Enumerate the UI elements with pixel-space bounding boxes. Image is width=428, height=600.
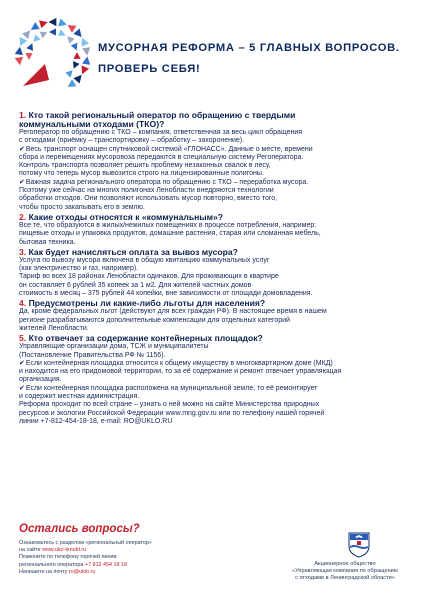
answer-5-line: и находится на его придомовой территории, то за её содержание и ремонт отвечает управляющая xyxy=(19,368,342,376)
question-5 xyxy=(19,334,417,343)
organization-name xyxy=(270,561,420,582)
logo-triangle xyxy=(71,43,80,52)
logo-triangle xyxy=(70,61,79,70)
coat-of-arms-icon xyxy=(348,532,370,558)
logo-triangle xyxy=(73,52,80,59)
logo-triangle xyxy=(78,36,89,47)
answer-1-line: с отходами (приёмку – транспортировку – обработку – захоронение). xyxy=(19,137,245,145)
answer-2-line: Все те, что образуются в жилых/нежилых помещениях в процессе потребления, например: xyxy=(19,221,317,229)
answer-5-line: организация. xyxy=(19,376,62,384)
question-1-text-line-1: Кто такой региональный оператор по обращению с твердыми xyxy=(28,110,296,120)
logo-triangle xyxy=(73,72,84,83)
logo-triangle xyxy=(58,29,67,38)
title-line-2: ПРОВЕРЬ СЕБЯ! xyxy=(98,63,201,75)
logo-triangle xyxy=(15,57,24,66)
question-4 xyxy=(19,299,417,308)
email-link[interactable]: ro@uklo.ru xyxy=(68,568,96,575)
question-1 xyxy=(19,111,417,129)
footer-line: Напишите на почту ro@uklo.ru xyxy=(19,568,96,575)
checkmark-icon: ✔ xyxy=(19,384,25,392)
footer-line: Позвоните по телефону горячей линии xyxy=(19,554,117,561)
answer-5-line: Реформа проходит по всей стране – узнать о ней можно на сайте Министерства природных xyxy=(19,401,320,409)
logo-triangle xyxy=(49,28,56,35)
question-2 xyxy=(19,213,417,222)
footer-line: регионального оператора +7 812 454 18 18 xyxy=(19,561,128,568)
question-3 xyxy=(19,248,417,257)
checkmark-icon: ✔ xyxy=(19,359,25,367)
logo-triangle xyxy=(65,79,76,90)
logo-triangle xyxy=(49,18,57,26)
question-1-text-line-2: коммунальными отходами (ТКО)? xyxy=(19,119,165,129)
answer-3-line: Тариф во всех 18 районах Ленобласти одинаков. Для проживающих в квартире xyxy=(19,273,279,281)
answer-2-line: пищевые отходы и упаковка продуктов, домашние растения, старая или сломанная мебель, xyxy=(19,230,321,238)
logo-triangle xyxy=(31,34,41,44)
question-3-number: 3. xyxy=(19,246,27,257)
answer-3-line: стоимость в месяц – 375 рублей 44 копейки, вне зависимости от площади домовладения. xyxy=(19,290,313,298)
answer-1-line: потому что теперь мусор вывозится строго на лицензированные полигоны. xyxy=(19,170,264,178)
answer-5-line: ресурсов и экологии Российской Федерации www.mng.gov.ru или по телефону нашей горячей xyxy=(19,409,325,417)
logo-triangle xyxy=(40,29,49,38)
logo-arrow xyxy=(23,64,49,86)
logo-triangle xyxy=(82,56,91,65)
answer-1-line: Поэтому уже сейчас на многих полигонах Ленобласти внедряются технологии xyxy=(19,187,274,195)
question-3-text: Как будет начисляться оплата за вывоз мусора? xyxy=(28,246,238,257)
question-5-text: Кто отвечает за содержание контейнерных площадок? xyxy=(28,333,263,344)
logo-triangle xyxy=(26,42,35,51)
answer-5-line: и содержит местная администрация. xyxy=(19,393,140,401)
checkmark-icon: ✔ xyxy=(19,178,25,186)
footer-title: Остались вопросы? xyxy=(19,523,140,535)
question-4-text: Предусмотрены ли какие-либо льготы для населения? xyxy=(28,298,266,309)
title-line-1: МУСОРНАЯ РЕФОРМА – 5 ГЛАВНЫХ ВОПРОСОВ. xyxy=(98,42,400,54)
logo-triangle xyxy=(65,68,75,78)
org-line: Акционерное общество xyxy=(314,561,376,567)
question-5-number: 5. xyxy=(19,333,27,344)
answer-1-line: сбора и перемещениях мусоровоза передаются в специальную систему Регоператора. xyxy=(19,153,304,161)
answer-5-line: ✔Если контейнерная площадка расположена на муниципальной земле, то её ремонтирует xyxy=(19,384,318,392)
logo-triangle xyxy=(82,47,91,56)
answer-4-line: жителей Ленобласти. xyxy=(19,324,89,332)
answer-1-line: Регоператор по обращению с ТКО – компания, ответственная за весь цикл обращения xyxy=(19,129,303,136)
question-4-number: 4. xyxy=(19,298,27,309)
logo-triangle xyxy=(58,18,68,28)
answer-5-line: (Постановление Правительства РФ № 1156). xyxy=(19,351,166,359)
answer-1-line: обработки отходов. Они позволяют использовать мусор повторно, вместо того, xyxy=(19,195,278,203)
logo-triangle xyxy=(15,46,24,55)
answer-4-line: регионе разрабатываются дополнительные компенсации для отдельных категорий xyxy=(19,316,290,324)
faq-content xyxy=(19,110,417,426)
answer-2-line: бытовая техника. xyxy=(19,238,76,246)
answer-1-line: ✔Важная задача регионального оператора по обращению с ТКО – переработка мусора. xyxy=(19,178,309,186)
question-2-number: 2. xyxy=(19,211,27,222)
logo-triangle xyxy=(39,18,49,28)
question-2-text: Какие отходы относятся к «коммунальным»? xyxy=(28,211,224,222)
answer-3-line: Услуга по вывозу мусора включена в общую квитанцию коммунальных услуг xyxy=(19,256,270,264)
website-link[interactable]: www.uko-lenobl.ru xyxy=(42,547,87,554)
footer-line: Ознакомьтесь с разделом «региональный оператор» xyxy=(19,540,152,546)
logo-triangle xyxy=(65,21,76,32)
hotline-phone[interactable]: +7 812 454 18 18 xyxy=(84,561,128,568)
answer-3-line: он составляет 6 рублей 35 копеек за 1 м2. Для жителей частных домов xyxy=(19,281,252,289)
logo-triangle xyxy=(65,34,75,44)
answer-3-line: (как электричество и газ, например). xyxy=(19,265,139,273)
answer-5-line: линии +7-812-454-18-18, e-mail: RO@UKLO.RU xyxy=(19,417,173,425)
reform-logo xyxy=(8,10,98,102)
logo-triangle xyxy=(78,65,89,76)
checkmark-icon: ✔ xyxy=(19,145,25,153)
answer-1-line: ✔Весь транспорт оснащен спутниковой системой «ГЛОНАСС». Данные о месте, времени xyxy=(19,145,313,153)
org-line: с отходами в Ленинградской области» xyxy=(295,575,395,581)
answer-5-line: ✔Если контейнерная площадка относится к общему имуществу в многоквартирном доме (МКД) xyxy=(19,359,333,367)
page-title xyxy=(98,38,420,80)
footer-contacts xyxy=(19,540,249,576)
org-line: «Управляющая компания по обращению xyxy=(292,568,398,574)
logo-triangle xyxy=(29,22,40,33)
answer-4-line: Да, кроме федеральных льгот (действуют для всех граждан РФ). В настоящее время в нашем xyxy=(19,308,327,316)
answer-5-line: Управляющие организации дома, ТСЖ и муниципалитеты xyxy=(19,343,209,351)
logo-triangle xyxy=(73,28,84,39)
question-1-number: 1. xyxy=(19,110,27,120)
footer-line: на сайте www.uko-lenobl.ru xyxy=(19,547,87,554)
answer-1-line: Контроль транспорта позволяет решить проблему незаконных свалок в лесу, xyxy=(19,162,271,170)
answer-1-line: чтобы просто закапывать его в землю. xyxy=(19,203,145,211)
logo-triangle xyxy=(16,37,27,48)
logo-triangle xyxy=(25,53,32,60)
